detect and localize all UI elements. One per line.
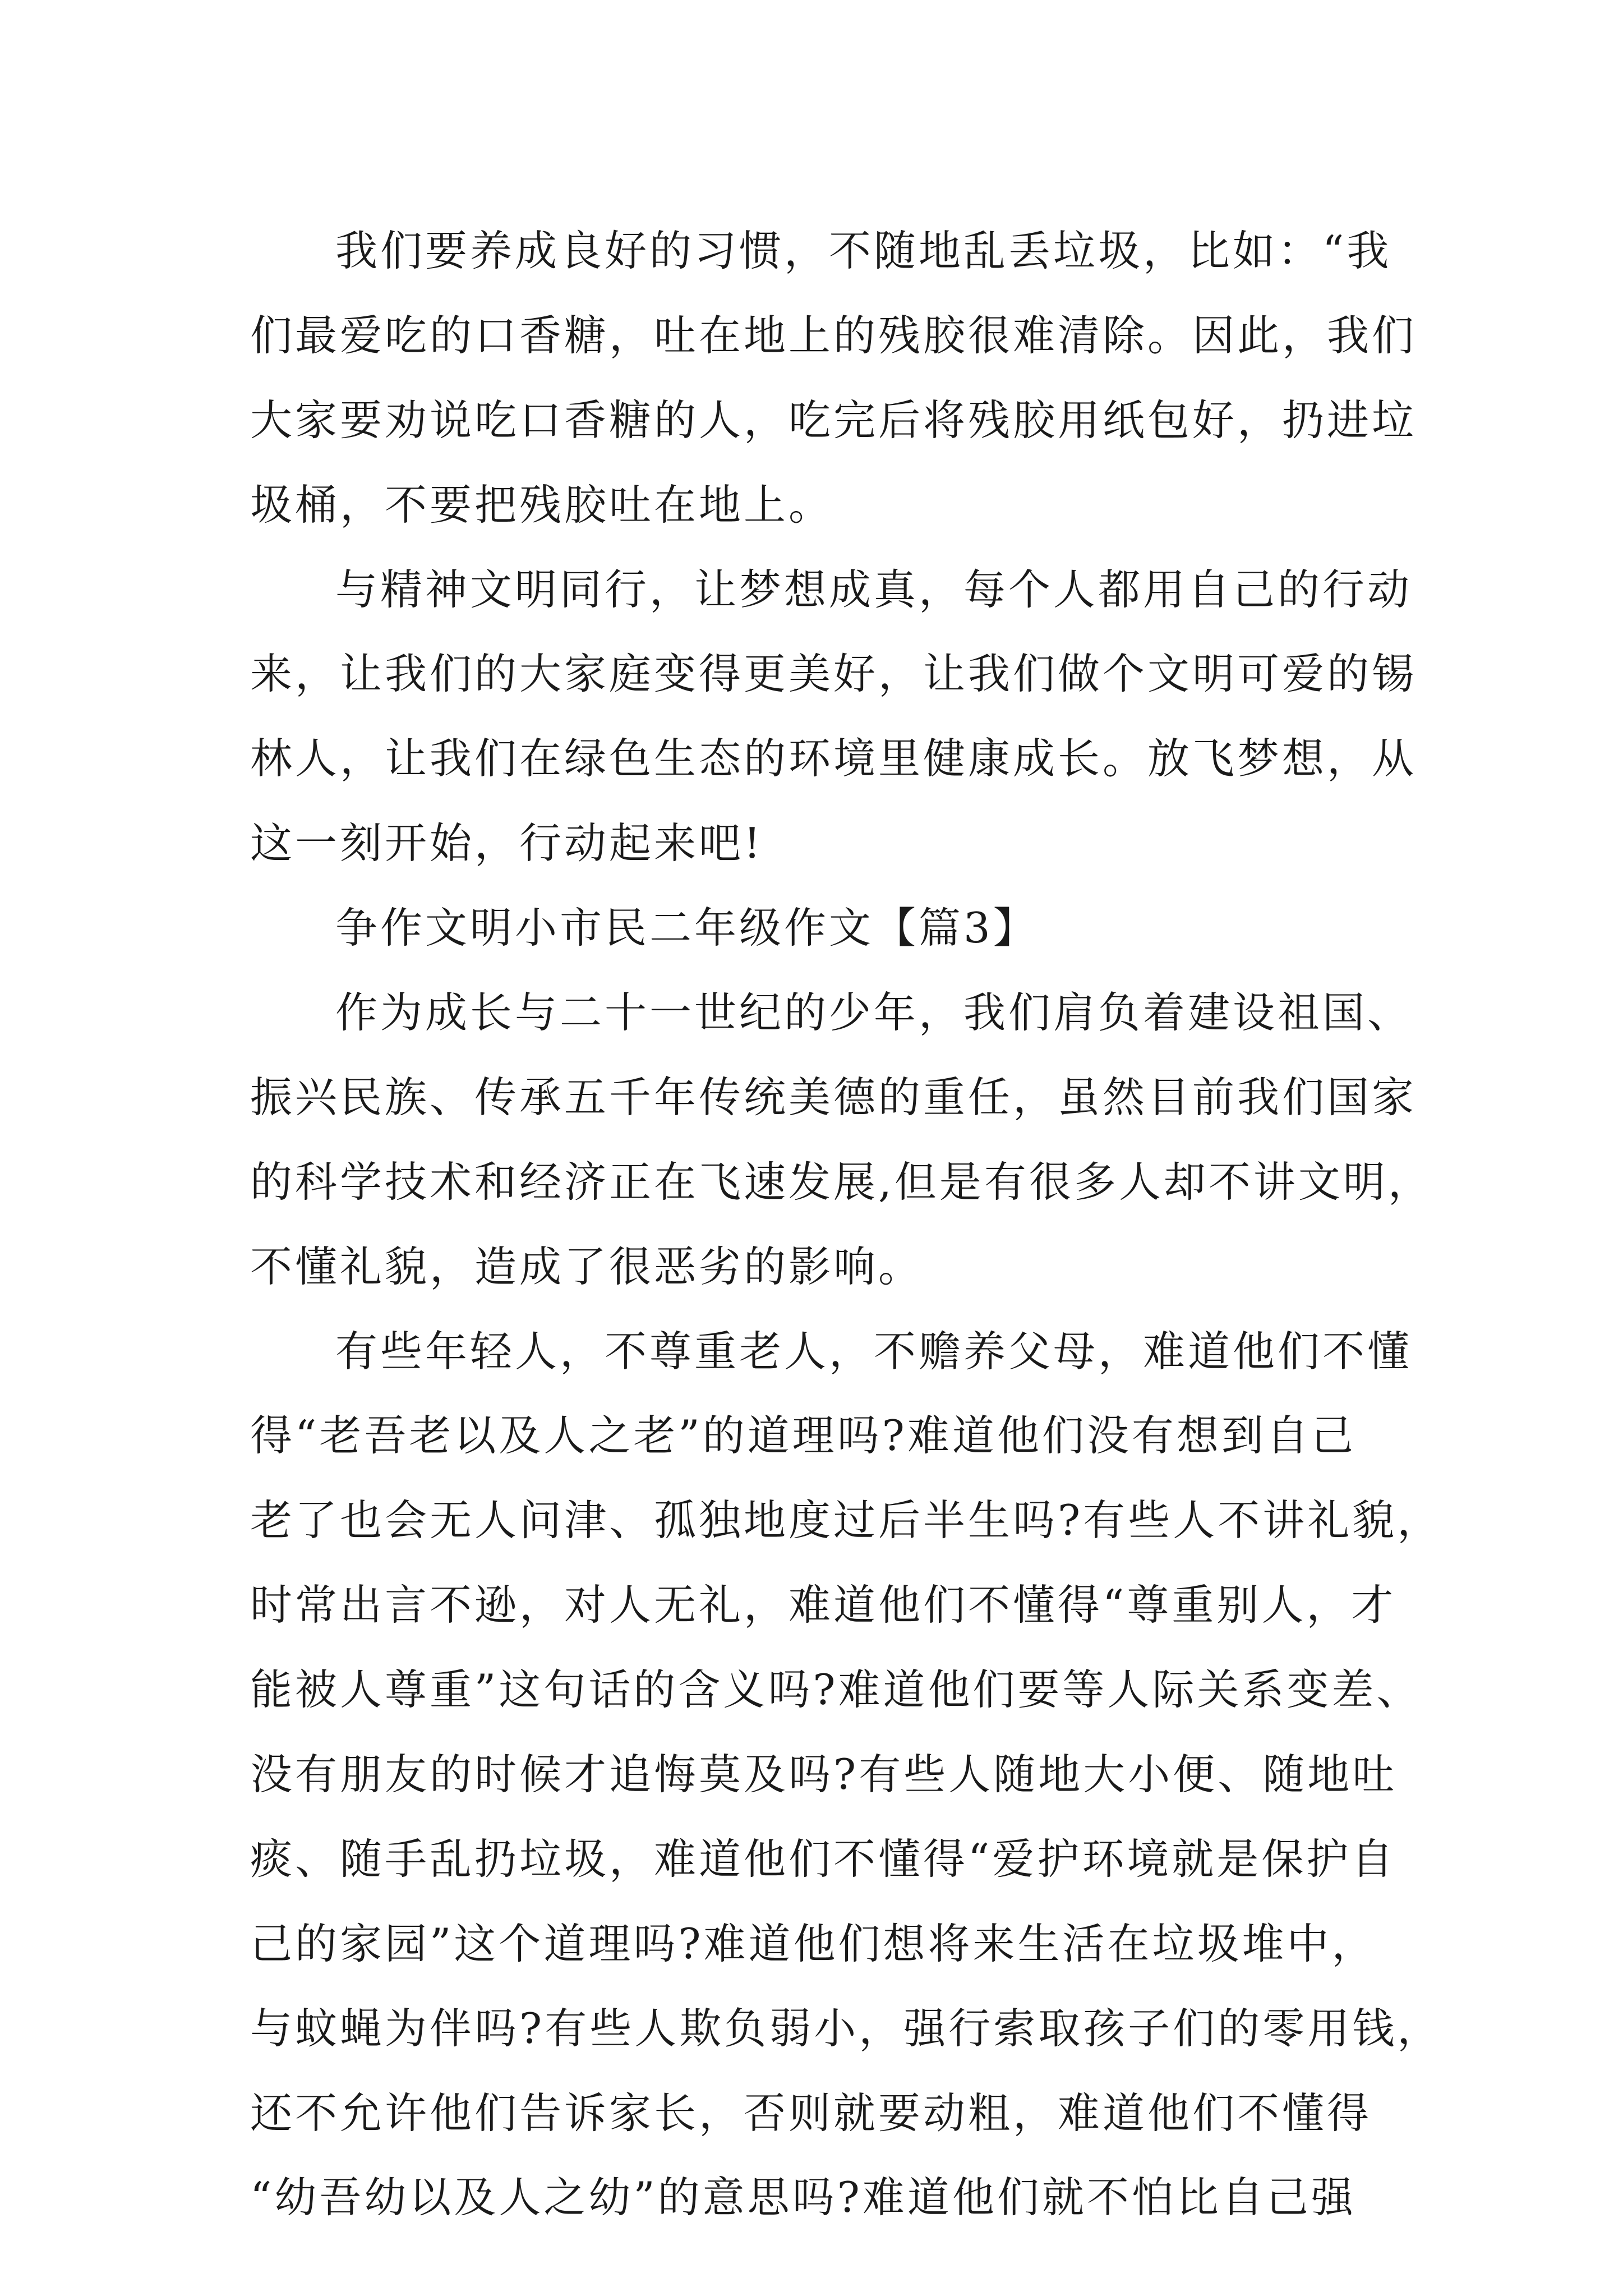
text-line: 痰、随手乱扔垃圾，难道他们不懂得“爱护环境就是保护自 <box>250 1834 1396 1884</box>
text-line: “幼吾幼以及人之幼”的意思吗?难道他们就不怕比自己强 <box>250 2173 1356 2223</box>
text-line: 振兴民族、传承五千年传统美德的重任，虽然目前我们国家 <box>250 1072 1417 1122</box>
text-line: 我们要养成良好的习惯，不随地乱丢垃圾，比如：“我 <box>335 226 1392 275</box>
text-line: 圾桶，不要把残胶吐在地上。 <box>250 480 834 530</box>
text-line: 己的家园”这个道理吗?难道他们想将来生活在垃圾堆中， <box>250 1918 1377 1968</box>
text-line: 林人，让我们在绿色生态的环境里健康成长。放飞梦想，从 <box>250 734 1417 784</box>
text-line: 这一刻开始，行动起来吧! <box>250 818 764 868</box>
text-line: 能被人尊重”这句话的含义吗?难道他们要等人际关系变差、 <box>250 1665 1422 1715</box>
text-line: 作为成长与二十一世纪的少年，我们肩负着建设祖国、 <box>335 988 1413 1038</box>
text-line: 们最爱吃的口香糖，吐在地上的残胶很难清除。因此，我们 <box>250 310 1417 360</box>
text-line: 没有朋友的时候才追悔莫及吗?有些人随地大小便、随地吐 <box>250 1750 1398 1800</box>
text-line: 不懂礼貌，造成了很恶劣的影响。 <box>250 1241 924 1291</box>
text-line: 老了也会无人问津、孤独地度过后半生吗?有些人不讲礼貌， <box>250 1496 1442 1545</box>
text-line: 时常出言不逊，对人无礼，难道他们不懂得“尊重别人，才 <box>250 1580 1396 1630</box>
text-line: 大家要劝说吃口香糖的人，吃完后将残胶用纸包好，扔进垃 <box>250 395 1417 445</box>
text-line: 得“老吾老以及人之老”的道理吗?难道他们没有想到自己 <box>250 1411 1356 1461</box>
text-line: 与精神文明同行，让梦想成真，每个人都用自己的行动 <box>335 564 1413 614</box>
text-line: 还不允许他们告诉家长，否则就要动粗，难道他们不懂得 <box>250 2088 1372 2138</box>
body-text <box>250 209 1442 2240</box>
text-line: 的科学技术和经济正在飞速发展,但是有很多人却不讲文明， <box>250 1157 1433 1207</box>
text-line: 来，让我们的大家庭变得更美好，让我们做个文明可爱的锡 <box>250 649 1417 699</box>
text-line: 有些年轻人，不尊重老人，不赡养父母，难道他们不懂 <box>335 1326 1413 1376</box>
text-line: 与蚊蝇为伴吗?有些人欺负弱小，强行索取孩子们的零用钱， <box>250 2003 1442 2053</box>
section-heading: 争作文明小市民二年级作文【篇3】 <box>335 903 1038 953</box>
